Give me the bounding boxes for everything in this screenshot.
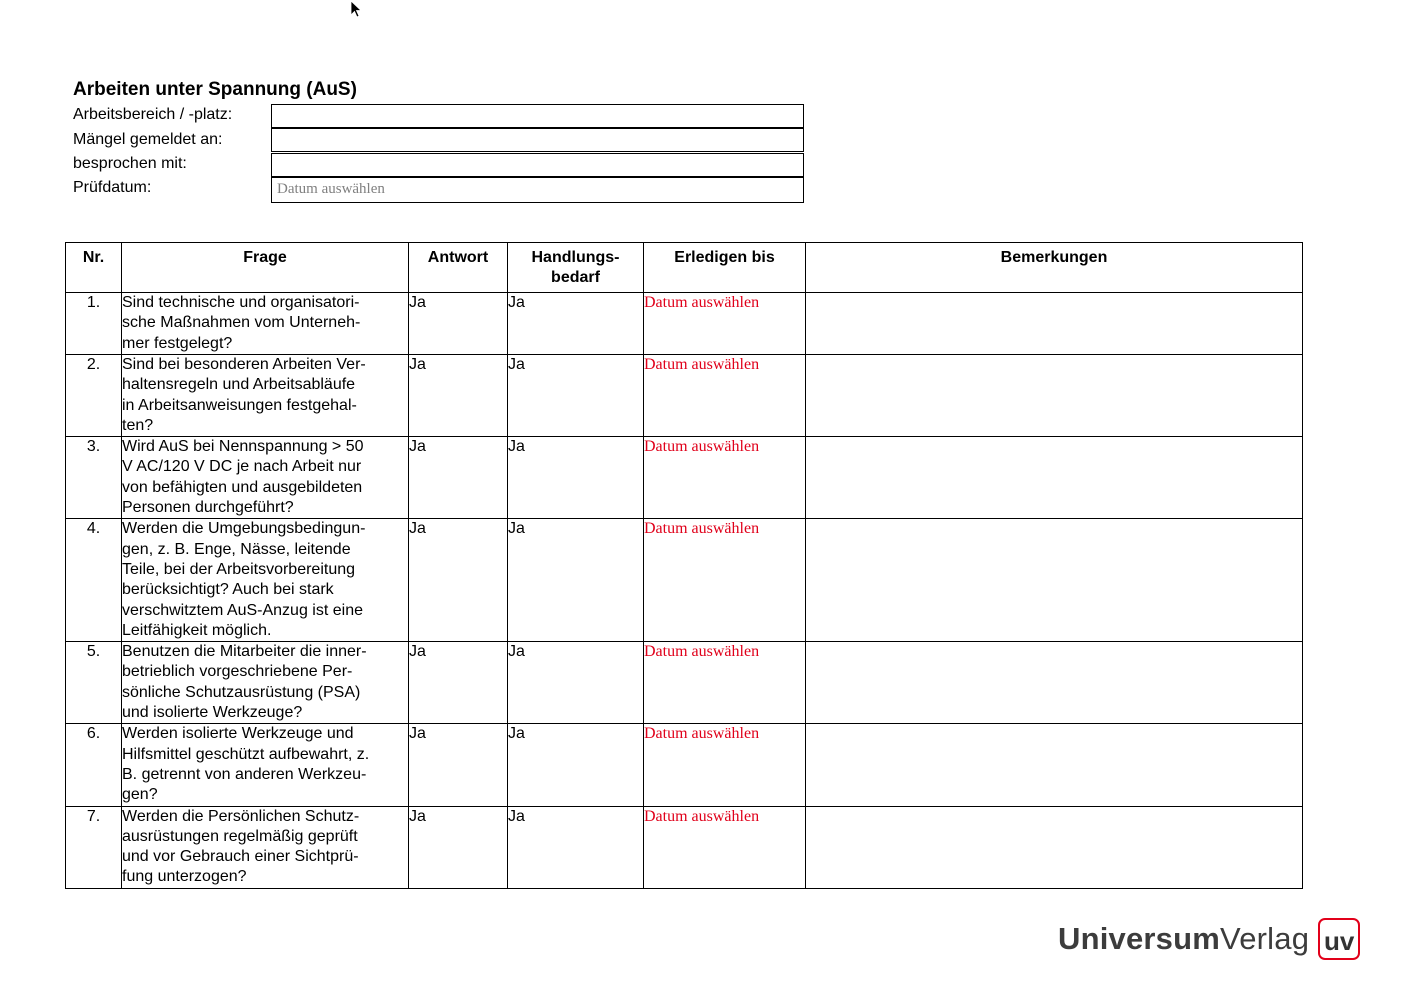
bemerkungen-field[interactable] xyxy=(806,806,1303,888)
antwort-dropdown[interactable]: Ja xyxy=(409,293,508,355)
table-header-row xyxy=(66,243,1303,293)
table-row xyxy=(66,724,1303,806)
erledigen-date-picker[interactable]: Datum auswählen xyxy=(644,724,806,806)
handlungsbedarf-dropdown[interactable]: Ja xyxy=(508,724,644,806)
question-line: Werden isolierte Werkzeuge und xyxy=(122,725,354,743)
question-line: Sind technische und organisatori- xyxy=(122,294,360,311)
question-line: von befähigten und ausgebildeten xyxy=(122,478,363,496)
question-line: Werden die Umgebungsbedingun- xyxy=(122,520,366,538)
table-row xyxy=(66,642,1303,724)
header-bemerkungen: Bemerkungen xyxy=(806,243,1303,293)
row-number: 5. xyxy=(66,642,122,724)
bemerkungen-field[interactable] xyxy=(806,437,1303,519)
handlungsbedarf-dropdown[interactable]: Ja xyxy=(508,642,644,724)
table-row xyxy=(66,355,1303,437)
question-line: und isolierte Werkzeuge? xyxy=(122,704,303,722)
question-line: mer festgelegt? xyxy=(122,334,233,352)
question-line: Personen durchgeführt? xyxy=(122,499,294,517)
bemerkungen-field[interactable] xyxy=(806,642,1303,724)
header-handlungsbedarf-line2: bedarf xyxy=(551,269,600,287)
logo-text-bold: Universum xyxy=(1058,921,1221,956)
question-line: gen? xyxy=(122,786,158,804)
question-line: Leitfähigkeit möglich. xyxy=(122,621,272,639)
uv-logo-mark-icon xyxy=(1318,918,1360,960)
question-line: in Arbeitsanweisungen festgehal- xyxy=(122,396,357,414)
table-row xyxy=(66,519,1303,642)
handlungsbedarf-dropdown[interactable]: Ja xyxy=(508,293,644,355)
logo-mark-text: uv xyxy=(1323,926,1355,956)
row-number: 7. xyxy=(66,806,122,888)
handlungsbedarf-dropdown[interactable]: Ja xyxy=(508,806,644,888)
question-cell xyxy=(122,806,409,888)
erledigen-date-picker[interactable]: Datum auswählen xyxy=(644,519,806,642)
question-line: Teile, bei der Arbeitsvorbereitung xyxy=(122,560,356,578)
question-line: ausrüstungen regelmäßig geprüft xyxy=(122,827,358,845)
question-cell xyxy=(122,293,409,355)
universum-verlag-logo xyxy=(1058,915,1360,963)
bemerkungen-field[interactable] xyxy=(806,355,1303,437)
question-line: Sind bei besonderen Arbeiten Ver- xyxy=(122,356,366,373)
question-line: verschwitztem AuS-Anzug ist eine xyxy=(122,601,363,619)
erledigen-date-picker[interactable]: Datum auswählen xyxy=(644,355,806,437)
question-cell xyxy=(122,519,409,642)
row-number: 3. xyxy=(66,437,122,519)
table-row xyxy=(66,806,1303,888)
header-frage: Frage xyxy=(122,243,409,293)
question-line: gen, z. B. Enge, Nässe, leitende xyxy=(122,540,351,558)
antwort-dropdown[interactable]: Ja xyxy=(409,355,508,437)
header-handlungsbedarf xyxy=(508,243,644,293)
row-number: 4. xyxy=(66,519,122,642)
question-line: Hilfsmittel geschützt aufbewahrt, z. xyxy=(122,745,370,763)
header-antwort: Antwort xyxy=(409,243,508,293)
question-cell xyxy=(122,355,409,437)
logo-text xyxy=(1058,921,1309,957)
logo-text-regular: Verlag xyxy=(1220,921,1310,956)
row-number: 2. xyxy=(66,355,122,437)
erledigen-date-picker[interactable]: Datum auswählen xyxy=(644,437,806,519)
row-number: 1. xyxy=(66,293,122,355)
antwort-dropdown[interactable]: Ja xyxy=(409,519,508,642)
bemerkungen-field[interactable] xyxy=(806,519,1303,642)
question-line: ten? xyxy=(122,416,154,434)
meta-label-maengel: Mängel gemeldet an: xyxy=(73,131,223,148)
row-number: 6. xyxy=(66,724,122,806)
pruefdatum-date-picker[interactable] xyxy=(271,177,804,203)
question-cell xyxy=(122,437,409,519)
question-cell xyxy=(122,724,409,806)
question-line: Benutzen die Mitarbeiter die inner- xyxy=(122,643,367,661)
meta-label-arbeitsbereich: Arbeitsbereich / -platz: xyxy=(73,106,233,123)
bemerkungen-field[interactable] xyxy=(806,293,1303,355)
question-cell xyxy=(122,642,409,724)
antwort-dropdown[interactable]: Ja xyxy=(409,806,508,888)
question-line: betrieblich vorgeschriebene Per- xyxy=(122,663,353,681)
meta-label-besprochen: besprochen mit: xyxy=(73,155,187,172)
antwort-dropdown[interactable]: Ja xyxy=(409,642,508,724)
maengel-field[interactable] xyxy=(271,128,804,152)
erledigen-date-picker[interactable]: Datum auswählen xyxy=(644,293,806,355)
question-line: haltensregeln und Arbeitsabläufe xyxy=(122,376,356,394)
mouse-pointer-icon xyxy=(350,0,362,18)
question-line: V AC/120 V DC je nach Arbeit nur xyxy=(122,458,362,476)
handlungsbedarf-dropdown[interactable]: Ja xyxy=(508,519,644,642)
header-erledigen-bis: Erledigen bis xyxy=(644,243,806,293)
question-line: Wird AuS bei Nennspannung > 50 xyxy=(122,438,364,456)
table-row xyxy=(66,293,1303,355)
antwort-dropdown[interactable]: Ja xyxy=(409,437,508,519)
question-line: und vor Gebrauch einer Sichtprü- xyxy=(122,848,359,866)
erledigen-date-picker[interactable]: Datum auswählen xyxy=(644,806,806,888)
erledigen-date-picker[interactable]: Datum auswählen xyxy=(644,642,806,724)
header-nr: Nr. xyxy=(66,243,122,293)
meta-label-pruefdatum: Prüfdatum: xyxy=(73,179,152,196)
bemerkungen-field[interactable] xyxy=(806,724,1303,806)
besprochen-field[interactable] xyxy=(271,153,804,177)
header-handlungsbedarf-line1: Handlungs- xyxy=(531,249,620,266)
arbeitsbereich-field[interactable] xyxy=(271,104,804,128)
question-line: sche Maßnahmen vom Unterneh- xyxy=(122,314,361,332)
handlungsbedarf-dropdown[interactable]: Ja xyxy=(508,437,644,519)
question-line: berücksichtigt? Auch bei stark xyxy=(122,581,334,599)
antwort-dropdown[interactable]: Ja xyxy=(409,724,508,806)
question-line: B. getrennt von anderen Werkzeu- xyxy=(122,765,367,783)
checklist-table xyxy=(65,242,1303,889)
pruefdatum-placeholder: Datum auswählen xyxy=(277,181,385,197)
handlungsbedarf-dropdown[interactable]: Ja xyxy=(508,355,644,437)
question-line: fung unterzogen? xyxy=(122,868,247,886)
table-row xyxy=(66,437,1303,519)
question-line: Werden die Persönlichen Schutz- xyxy=(122,807,360,825)
page-title: Arbeiten unter Spannung (AuS) xyxy=(73,79,357,100)
question-line: sönliche Schutzausrüstung (PSA) xyxy=(122,683,361,701)
